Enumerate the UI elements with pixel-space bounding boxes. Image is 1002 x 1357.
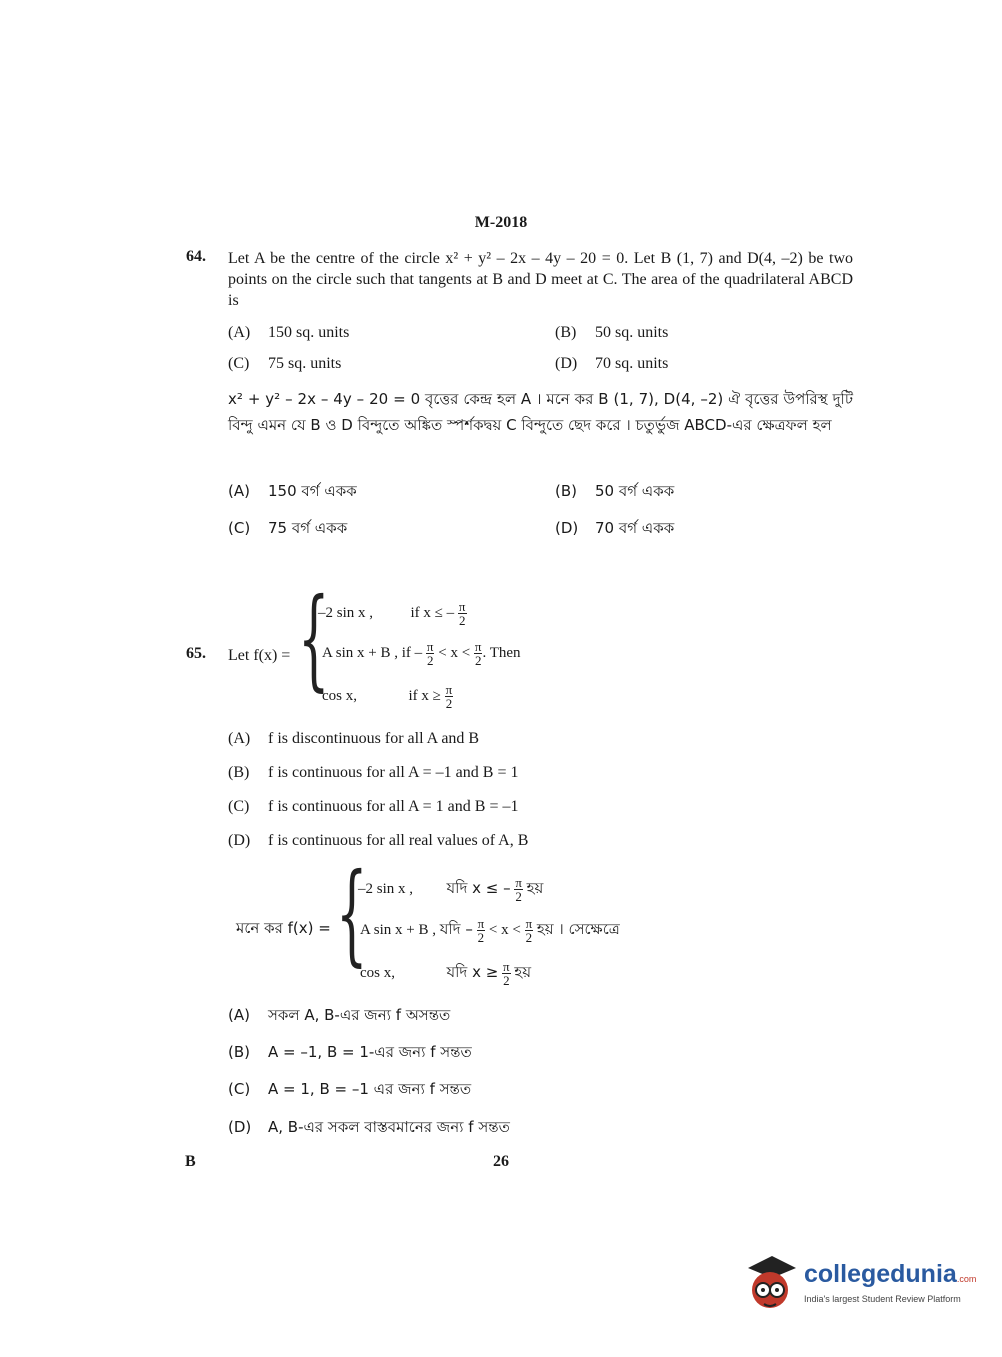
q64-option-d bbox=[555, 355, 668, 373]
option-text: 150 বর্গ একক bbox=[268, 482, 357, 500]
case-1 bbox=[318, 600, 467, 627]
case-expr: –2 sin x , bbox=[318, 604, 374, 621]
option-label: (D) bbox=[555, 519, 579, 537]
pi-over-2: $\frac{\pi}{2}$ bbox=[458, 599, 466, 628]
option-text: 150 sq. units bbox=[268, 324, 350, 341]
option-text: f is continuous for all real values of A, B bbox=[268, 832, 529, 849]
question-65-number: 65. bbox=[186, 645, 206, 662]
option-text: A = –1, B = 1-এর জন্য f সন্তত bbox=[268, 1043, 472, 1061]
case-condition-mid: < x < bbox=[438, 644, 471, 661]
then-text: Then bbox=[489, 644, 521, 661]
case-3 bbox=[322, 683, 453, 710]
q64-option-c-bengali bbox=[228, 517, 347, 542]
option-text: f is continuous for all A = –1 and B = 1 bbox=[268, 764, 519, 781]
case-3-bengali: cos x, যদি x ≥ $\frac{\pi}{2}$ হয় bbox=[360, 959, 532, 988]
left-brace: { bbox=[298, 574, 330, 702]
option-text: সকল A, B-এর জন্য f অসন্তত bbox=[268, 1006, 451, 1024]
case-1-bengali: –2 sin x , যদি x ≤ – $\frac{\pi}{2}$ হয় bbox=[358, 875, 544, 904]
option-label: (C) bbox=[228, 519, 251, 537]
q65-option-c-bengali: (C) A = 1, B = –1 এর জন্য f সন্তত bbox=[228, 1080, 472, 1098]
then-text-bengali: হয় । সেক্ষেত্রে bbox=[536, 919, 620, 938]
case-2: A sin x + B , if – $\frac{\pi}{2}$ < x < $\frac{\pi}{2}$ . Then bbox=[322, 639, 521, 668]
pi-over-2: $\frac{\pi}{2}$ bbox=[474, 639, 482, 668]
q65-option-c: (C) f is continuous for all A = 1 and B = –1 bbox=[228, 798, 519, 815]
collegedunia-logo[interactable] bbox=[740, 1250, 977, 1320]
page-number: 26 bbox=[493, 1153, 509, 1170]
q65-option-b: (B) f is continuous for all A = –1 and B = 1 bbox=[228, 764, 519, 781]
option-label: (A) bbox=[228, 482, 250, 500]
set-code: B bbox=[185, 1153, 196, 1170]
option-text: f is continuous for all A = 1 and B = –1 bbox=[268, 798, 519, 815]
q64-option-a bbox=[228, 324, 349, 342]
option-text: f is discontinuous for all A and B bbox=[268, 730, 480, 747]
option-text: A, B-এর সকল বাস্তবমানের জন্য f সন্তত bbox=[268, 1118, 510, 1136]
option-text: 50 sq. units bbox=[595, 324, 669, 341]
option-text: 50 বর্গ একক bbox=[595, 482, 675, 500]
option-text: 75 sq. units bbox=[268, 355, 342, 372]
pi-over-2: $\frac{\pi}{2}$ bbox=[426, 639, 434, 668]
q64-option-a-bengali bbox=[228, 480, 357, 505]
option-label: (B) bbox=[555, 324, 577, 341]
option-label: (D) bbox=[555, 355, 578, 372]
left-brace: { bbox=[336, 849, 368, 977]
q65-option-b-bengali: (B) A = –1, B = 1-এর জন্য f সন্তত bbox=[228, 1043, 472, 1061]
case-condition: if x ≥ bbox=[408, 687, 441, 704]
mascot-icon bbox=[740, 1250, 800, 1316]
option-text: 70 sq. units bbox=[595, 355, 669, 372]
question-64-text: Let A be the centre of the circle x² + y² – 2x – 4y – 20 = 0. Let B (1, 7) and D(4, –2) be two points on the circle such that tangents at B and D meet at C. The area of the quadrilateral ABCD is bbox=[228, 250, 853, 309]
case-2-bengali: A sin x + B , যদি – $\frac{\pi}{2}$ < x < $\frac{\pi}{2}$ হয় । সেক্ষেত্রে bbox=[360, 916, 620, 945]
q65-option-d: (D) f is continuous for all real values of A, B bbox=[228, 832, 529, 849]
case-condition: if – bbox=[401, 644, 423, 661]
q64-option-d-bengali bbox=[555, 517, 674, 542]
q65-option-a: (A) f is discontinuous for all A and B bbox=[228, 730, 480, 747]
q65-option-a-bengali: (A) সকল A, B-এর জন্য f অসন্তত bbox=[228, 1006, 451, 1024]
question-64-number: 64. bbox=[186, 248, 206, 265]
option-text: A = 1, B = –1 এর জন্য f সন্তত bbox=[268, 1080, 472, 1098]
logo-tagline: India's largest Student Review Platform bbox=[804, 1294, 961, 1304]
question-65-lead: Let f(x) = bbox=[228, 647, 291, 664]
q64-option-c bbox=[228, 355, 341, 373]
case-condition: if x ≤ – bbox=[410, 604, 455, 621]
logo-suffix: .com bbox=[956, 1274, 977, 1284]
option-label: (B) bbox=[555, 482, 577, 500]
q64-option-b-bengali bbox=[555, 480, 674, 505]
q65-option-d-bengali: (D) A, B-এর সকল বাস্তবমানের জন্য f সন্তত bbox=[228, 1118, 510, 1136]
page-code: M-2018 bbox=[474, 214, 528, 231]
question-65-lead-bengali: মনে কর f(x) = bbox=[236, 919, 331, 937]
option-text: 75 বর্গ একক bbox=[268, 519, 348, 537]
option-text: 70 বর্গ একক bbox=[595, 519, 675, 537]
option-label: (C) bbox=[228, 355, 250, 372]
case-expr: cos x, bbox=[322, 687, 357, 704]
case-expr: A sin x + B , bbox=[322, 644, 398, 661]
logo-name: collegedunia bbox=[804, 1260, 957, 1288]
q64-option-b bbox=[555, 324, 668, 342]
pi-over-2: $\frac{\pi}{2}$ bbox=[445, 682, 453, 711]
option-label: (A) bbox=[228, 324, 251, 341]
question-64-text-bengali: x² + y² – 2x – 4y – 20 = 0 বৃত্তের কেন্দ্র হল A । মনে কর B (1, 7), D(4, –2) ঐ বৃত্তের উপরিস্থ দুটি বিন্দু এমন যে B ও D বিন্দুতে অঙ্কিত স্পর্শকদ্বয় C বিন্দুতে ছেদ করে । চতুর্ভুজ ABCD-এর ক্ষেত্রফল হল bbox=[228, 390, 853, 434]
